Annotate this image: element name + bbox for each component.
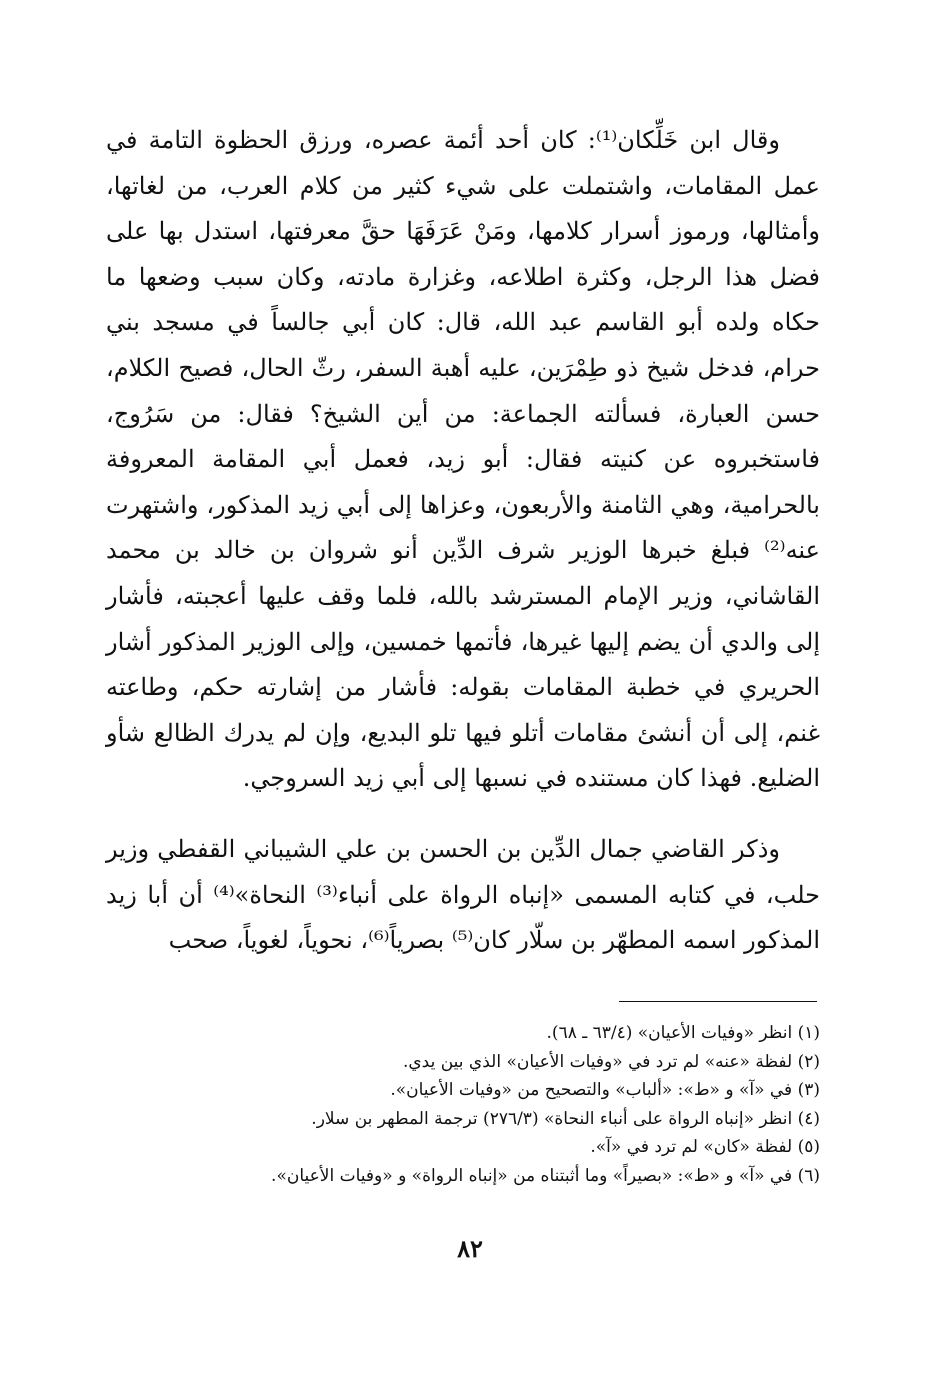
footnote-6: (٦) في «آ» و «ط»: «بصيراً» وما أثبتناه من «إنباه الرواة» و «وفيات الأعيان».	[271, 1165, 820, 1186]
body-paragraph-2-text: وذكر القاضي جمال الدِّين بن الحسن بن علي الشيباني القفطي وزير حلب، في كتابه المسمى «إنباه الرواة على أنباء⁽³⁾ النحاة»⁽⁴⁾ أن أبا زيد المذكور اسمه المطهّر بن سلّار كان⁽⁵⁾ بصرياً⁽⁶⁾، نحوياً، لغوياً، صحب	[106, 835, 820, 955]
footnote-4: (٤) انظر «إنباه الرواة على أنباء النحاة» (٢٧٦/٣) ترجمة المطهر بن سلار.	[311, 1108, 820, 1129]
footnote-1: (١) انظر «وفيات الأعيان» (٦٣/٤ ـ ٦٨).	[546, 1023, 820, 1043]
body-paragraph-2	[106, 827, 820, 964]
page-number: ٨٢	[457, 1234, 483, 1263]
footnote-2: (٢) لفظة «عنه» لم ترد في «وفيات الأعيان» الذي بين يدي.	[402, 1051, 820, 1072]
body-paragraph-1-text: وقال ابن خَلِّكان⁽¹⁾: كان أحد أئمة عصره، ورزق الحظوة التامة في عمل المقامات، واشتملت على شيء كثير من كلام العرب، من لغاتها، وأمثالها، ورموز أسرار كلامها، ومَنْ عَرَفَهَا حقَّ معرفتها، استدل بها على فضل هذا الرجل، وكثرة اطلاعه، وغزارة مادته، وكان سبب وضعها ما حكاه ولده أبو القاسم عبد الله، قال: كان أبي جالساً في مسجد بني حرام، فدخل شيخ ذو طِمْرَين، عليه أهبة السفر، رثّ الحال، فصيح الكلام، حسن العبارة، فسألته الجماعة: من أين الشيخ؟ فقال: من سَرُوج، فاستخبروه عن كنيته فقال: أبو زيد، فعمل أبي المقامة المعروفة بالحرامية، وهي الثامنة والأربعون، وعزاها إلى أبي زيد المذكور، واشتهرت عنه⁽²⁾ فبلغ خبرها الوزير شرف الدِّين أنو شروان بن خالد بن محمد القاشاني، وزير الإمام المسترشد بالله، فلما وقف عليها أعجبته، فأشار إلى والدي أن يضم إليها غيرها، فأتمها خمسين، وإلى الوزير المذكور أشار الحريري في خطبة المقامات بقوله: فأشار من إشارته حكم، وطاعته غنم، إلى أن أنشئ مقامات أتلو فيها تلو البديع، وإن لم يدرك الظالع شأو الضليع. فهذا كان مستنده في نسبها إلى أبي زيد السروجي.	[106, 126, 821, 793]
footnote-3: (٣) في «آ» و «ط»: «ألباب» والتصحيح من «وفيات الأعيان».	[390, 1080, 820, 1100]
footnote-5: (٥) لفظة «كان» لم ترد في «آ».	[590, 1137, 820, 1157]
footnote-separator	[619, 1001, 817, 1002]
body-paragraph-1	[106, 118, 820, 802]
footnotes-list	[106, 1019, 820, 1190]
